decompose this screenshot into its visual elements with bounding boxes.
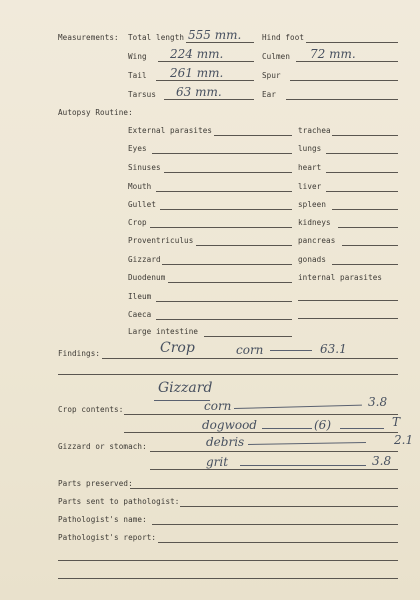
spur-label: Spur [262,71,281,80]
total-length-value: 555 mm. [188,28,242,42]
total-length-label: Total length [128,33,185,42]
entry-line[interactable] [332,209,398,210]
parts-preserved-line[interactable] [130,488,398,489]
crop-entry-dash [234,405,362,409]
gizzard-second-name: grit [206,455,229,469]
list-item: Proventriculus [128,236,194,245]
list-item: Caeca [128,310,152,319]
findings-line[interactable] [102,358,398,359]
entry-line[interactable] [204,336,292,337]
wing-value: 224 mm. [170,47,224,61]
pathologist-name-label: Pathologist's name: [58,515,147,524]
gizzard-heading: Gizzard [158,380,213,396]
entry-line[interactable] [168,282,292,283]
crop-second-name: dogwood [202,418,257,432]
tail-line[interactable] [156,80,254,81]
list-item: spleen [298,200,327,209]
pathologist-report-line-2[interactable] [58,560,398,561]
pathologist-report-label: Pathologist's report: [58,533,157,542]
entry-line[interactable] [326,153,398,154]
crop-second-dash-2 [340,428,384,429]
measurements-heading: Measurements: [58,33,119,42]
list-item: kidneys [298,218,331,227]
crop-second-count: (6) [314,418,331,432]
findings-item: Crop [160,340,195,356]
gizzard-stomach-line[interactable] [150,451,398,452]
entry-line[interactable] [332,135,398,136]
entry-line[interactable] [156,319,292,320]
pathologist-name-line[interactable] [152,524,398,525]
entry-line[interactable] [326,191,398,192]
parts-sent-line[interactable] [180,506,398,507]
entry-line[interactable] [156,301,292,302]
list-item: Large intestine [128,327,199,336]
entry-line[interactable] [326,172,398,173]
list-item: Ileum [128,292,152,301]
list-item: Crop [128,218,147,227]
gizzard-entry-dash [248,442,366,445]
findings-label: Findings: [58,349,101,358]
ear-label: Ear [262,90,277,99]
entry-line[interactable] [156,191,292,192]
crop-contents-label: Crop contents: [58,405,124,414]
ear-line[interactable] [286,99,398,100]
gizzard-entry-name: debris [206,435,245,449]
entry-line[interactable] [196,245,292,246]
gizzard-second-dash [240,465,366,466]
parts-preserved-label: Parts preserved: [58,479,133,488]
findings-line-2[interactable] [58,374,398,375]
entry-line[interactable] [164,172,292,173]
tarsus-value: 63 mm. [176,85,222,99]
entry-line[interactable] [150,227,292,228]
entry-line[interactable] [162,264,292,265]
culmen-label: Culmen [262,52,291,61]
entry-line[interactable] [298,300,398,301]
list-item: lungs [298,144,322,153]
list-item: pancreas [298,236,336,245]
autopsy-heading: Autopsy Routine: [58,108,133,117]
crop-entry-name: corn [204,399,232,413]
list-item: Gizzard [128,255,161,264]
list-item: Mouth [128,182,152,191]
findings-dash [270,350,312,351]
list-item: trachea [298,126,331,135]
list-item: Eyes [128,144,147,153]
list-item: External parasites [128,126,213,135]
entry-line[interactable] [332,264,398,265]
tarsus-label: Tarsus [128,90,157,99]
hind-foot-label: Hind foot [262,33,305,42]
wing-label: Wing [128,52,147,61]
culmen-value: 72 mm. [310,47,356,61]
entry-line[interactable] [152,153,292,154]
tail-label: Tail [128,71,147,80]
crop-entry-value: 3.8 [368,395,388,409]
parts-sent-label: Parts sent to pathologist: [58,497,180,506]
gizzard-stomach-line-2[interactable] [150,469,398,470]
crop-contents-line[interactable] [124,414,398,415]
crop-contents-line-2[interactable] [124,432,398,433]
list-item: internal parasites [298,273,383,282]
list-item: heart [298,163,322,172]
pathologist-report-line[interactable] [158,542,398,543]
entry-line[interactable] [298,318,398,319]
list-item: Gullet [128,200,157,209]
list-item: Duodenum [128,273,166,282]
spur-line[interactable] [290,80,398,81]
crop-second-dash [262,428,312,429]
findings-content: corn [236,343,264,357]
pathologist-report-line-3[interactable] [58,578,398,579]
entry-line[interactable] [338,227,398,228]
hind-foot-line[interactable] [306,42,398,43]
entry-line[interactable] [342,245,398,246]
list-item: Sinuses [128,163,161,172]
tarsus-line[interactable] [164,99,254,100]
gizzard-second-value: 3.8 [372,454,392,468]
findings-value: 63.1 [320,342,347,356]
entry-line[interactable] [160,209,292,210]
gizzard-underline [154,400,210,401]
wing-line[interactable] [158,61,254,62]
tail-value: 261 mm. [170,66,224,80]
culmen-line[interactable] [296,61,398,62]
gizzard-entry-value: 2.1 [394,433,414,447]
entry-line[interactable] [214,135,292,136]
list-item: liver [298,182,322,191]
list-item: gonads [298,255,327,264]
gizzard-stomach-label: Gizzard or stomach: [58,442,147,451]
total-length-line[interactable] [186,42,254,43]
crop-second-value: T [392,415,401,429]
